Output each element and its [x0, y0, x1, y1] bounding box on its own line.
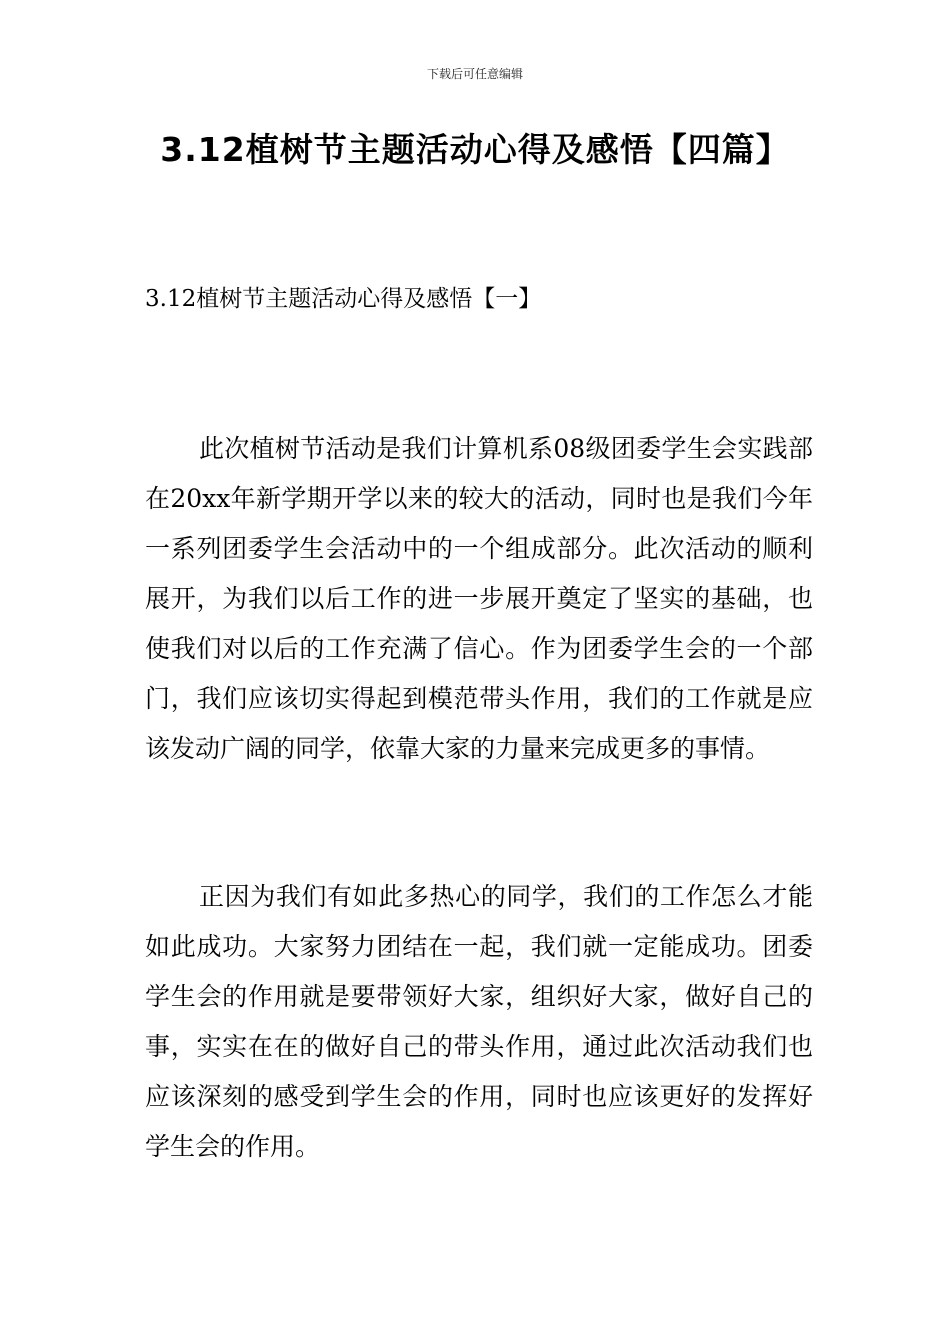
section-heading: 3.12植树节主题活动心得及感悟【一】 [145, 286, 542, 312]
body-paragraph-2: 正因为我们有如此多热心的同学，我们的工作怎么才能如此成功。大家努力团结在一起，我们就一定能成功。团委学生会的作用就是要带领好大家，组织好大家，做好自己的事，实实在在的做好自己的带头作用，通过此次活动我们也应该深刻的感受到学生会的作用，同时也应该更好的发挥好学生会的作用。 [145, 882, 813, 1161]
header-note: 下载后可任意编辑 [426, 67, 523, 81]
body-paragraph-1: 此次植树节活动是我们计算机系08级团委学生会实践部在20xx年新学期开学以来的较大的活动，同时也是我们今年一系列团委学生会活动中的一个组成部分。此次活动的顺利展开，为我们以后工作的进一步展开奠定了坚实的基础，也使我们对以后的工作充满了信心。作为团委学生会的一个部门，我们应该切实得起到模范带头作用，我们的工作就是应该发动广阔的同学，依靠大家的力量来完成更多的事情。 [145, 434, 813, 763]
document-title: 3.12植树节主题活动心得及感悟【四篇】 [160, 130, 790, 169]
